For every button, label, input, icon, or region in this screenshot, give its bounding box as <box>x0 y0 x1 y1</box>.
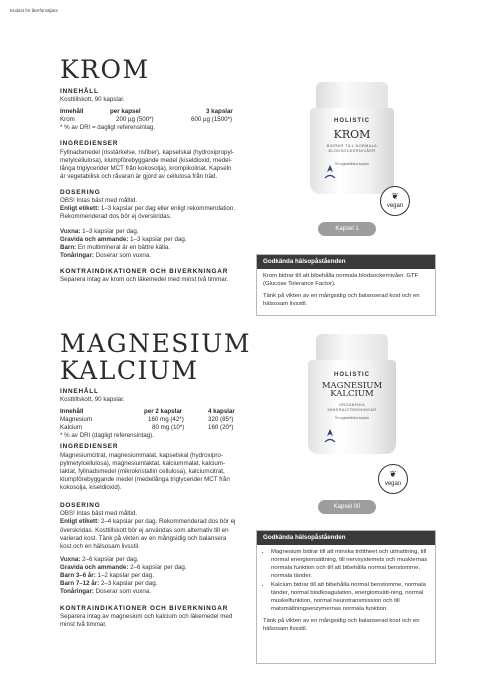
mag-dos-line: Barn 3–6 år: 1–2 kapslar per dag. <box>60 571 154 579</box>
krom-td-2: 200 µg (500*) <box>116 116 154 124</box>
mag-th-1: Innehåll <box>60 408 84 416</box>
mag-dos-line: OBS! Intas bäst med måltid. <box>60 510 138 518</box>
jar-sub: BIDRAR TILL NORMALA <box>326 144 378 149</box>
mag-td: 160 mg (42*) <box>148 416 184 424</box>
jar-brand: HOLISTIC <box>334 372 370 378</box>
krom-claim: Krom bidrar till att bibehålla normala blodsockernivåer. GTF (Glucose Tolerance Factor). <box>263 273 419 287</box>
jar-sub: BLODSOCKERNIVÅER <box>328 149 376 154</box>
jar-brand: HOLISTIC <box>334 118 370 124</box>
krom-box-header: Godkända hälsopåståenden <box>257 255 435 269</box>
krom-innehall-text: Kosttillskott, 90 kapslar. <box>60 96 125 104</box>
mag-th-2: per 2 kapslar <box>144 408 183 416</box>
jar-body <box>310 108 394 194</box>
mag-ingr-line: laktat, fyllnadsmedel (mikrokristallin cellulosa), kalciumcitrat, <box>60 467 225 475</box>
mag-ingr-heading: INGREDIENSER <box>60 443 119 451</box>
mag-kontra-line: Separera intag av magnesium och kalcium och läkemedel med <box>60 613 233 621</box>
krom-dos-line: Enligt etikett: 1–3 kapslar per dag eller enligt rekommendation. <box>60 205 236 213</box>
jar-small: 90 vegetabiliska kapslar <box>334 416 370 421</box>
jar-lid <box>316 82 388 108</box>
mag-table-row <box>60 416 292 424</box>
krom-title: KROM <box>60 55 150 84</box>
mag-dos-line: kost och en hälsosam livsstil. <box>60 542 140 550</box>
krom-claim: Tänk på vikten av en mångsidig och balanserad kost och en hälsosam livsstil. <box>263 292 420 307</box>
krom-dos-line: Tonåringar: Doserar som vuxna. <box>60 251 152 259</box>
krom-table-row <box>60 116 290 124</box>
krom-dos-line: OBS! Intas bäst med måltid. <box>60 197 138 205</box>
krom-health-claims-box <box>256 254 436 316</box>
krom-th-2: per kapsel <box>110 108 141 116</box>
krom-innehall-heading: INNEHÅLL <box>60 88 99 95</box>
mag-td: Kalcium <box>60 424 83 432</box>
mag-box-header: Godkända hälsopåståenden <box>257 531 435 545</box>
jar-name: KALCIUM <box>330 389 374 400</box>
krom-dos-line: Vuxna: 1–3 kapslar per dag. <box>60 227 139 235</box>
mag-ingr-line: klumpförebyggande medel (medellånga triglycerider MCT från <box>60 475 230 483</box>
mag-kontra-heading: KONTRAINDIKATIONER OCH BIVERKNINGAR <box>60 605 229 613</box>
mag-td: 80 mg (10*) <box>152 424 185 432</box>
jar-body <box>308 360 396 454</box>
mag-innehall-heading: INNEHÅLL <box>60 388 99 395</box>
mag-dos-line: överskridas. Kosttillskott bör ej användas som alternativ till en <box>60 526 229 534</box>
krom-td-1: Krom <box>60 116 75 124</box>
mag-table-header <box>60 408 292 416</box>
jar-name: MAGNESIUM <box>321 380 383 391</box>
mag-box-body <box>257 545 435 642</box>
krom-table-note: * % av DRI = dagligt referensintag. <box>60 124 156 132</box>
mag-table-note: * % av DRI (dagligt referensintag). <box>60 432 154 440</box>
vegan-badge-label: vegan <box>386 203 404 209</box>
mag-claim: • Kalcium bidrar till att bibehålla normal benstomme, normala tänder, normal blodkoagulation, energiomsätt-ning, normal muskelfunktion, normal neurotransmission och till matsmältningsenzymernas normala funktion. <box>271 582 429 614</box>
mag-health-claims-box <box>256 530 436 664</box>
holistic-mark-icon <box>324 164 336 180</box>
mag-dos-line: Tonåringar: Doserar som vuxna. <box>60 587 152 595</box>
mag-dos-line: varierad kost. Tänk på vikten av en mångsidig och balansera <box>60 534 227 542</box>
krom-product-jar <box>306 82 398 194</box>
mag-td: Magnesium <box>60 416 92 424</box>
krom-ingr-line: Fyllnadsmedel (risstärkelse, risfiber), kapselskal (hydroxipropyl- <box>60 148 234 156</box>
mag-dos-heading: DOSERING <box>60 502 101 510</box>
krom-capsule-pill: Kapsel 1 <box>318 222 376 236</box>
mag-capsule-pill: Kapsel 00 <box>318 500 376 514</box>
krom-ingr-line: är vegetabilisk och råvaran är gjord av cellulosa från träd. <box>60 172 218 180</box>
leaf-icon: ❦ <box>389 469 397 479</box>
mag-td: 160 (20*) <box>208 424 234 432</box>
krom-kontra-heading: KONTRAINDIKATIONER OCH BIVERKNINGAR <box>60 267 229 275</box>
mag-ingr-line: Magnesiumcitrat, magnesiummalat, kapselskal (hydroxipro- <box>60 451 223 459</box>
mag-th-3: 4 kapslar <box>208 408 235 416</box>
krom-th-3: 3 kapslar <box>206 108 233 116</box>
mag-ingr-line: pylmetylcellulosa), magnesiumlaktat, kalciummalat, kalcium- <box>60 459 226 467</box>
mag-claims-list <box>271 549 429 614</box>
mag-product-jar <box>304 334 400 454</box>
mag-innehall-text: Kosttillskott, 90 kapslar. <box>60 396 125 404</box>
vegan-badge <box>380 186 410 216</box>
krom-ingr-line: metylcellulosa), klumpförebyggande medel (kiseldioxid, medel- <box>60 156 232 164</box>
jar-lid <box>316 334 388 360</box>
jar-sub: MINERALFÖRENINGAR <box>327 407 377 412</box>
jar-small: 90 vegetabiliska kapslar <box>334 161 370 166</box>
mag-table-row <box>60 424 292 432</box>
krom-dos-line: Gravida och ammande: 1–3 kapslar per dag. <box>60 235 187 243</box>
krom-dos-line: Rekommenderad dos bör ej överskridas. <box>60 213 172 221</box>
mag-dos-line: Vuxna: 2–6 kapslar per dag. <box>60 555 139 563</box>
mag-ingr-line: kokosolja, kiseldioxid). <box>60 484 122 492</box>
jar-name: KROM <box>333 127 371 141</box>
mag-td: 320 (85*) <box>208 416 234 424</box>
jar-sub: ORGANISKA <box>338 402 366 407</box>
mag-claim: • Magnesium bidrar till att minska tröttheet och utmattning, till normal energiomsättning, till nervsystemets och musklernas normala funktion och till att bibehålla normal benstomme, normala tänder. <box>271 549 429 581</box>
krom-td-3: 600 µg (1500*) <box>191 116 233 124</box>
holistic-mark-icon <box>324 428 336 444</box>
vegan-badge-label: vegan <box>384 481 402 487</box>
krom-th-1: Innehåll <box>60 108 84 116</box>
krom-kontra-text: Separera intag av krom och läkemedel med minst två timmar. <box>60 276 229 284</box>
krom-dos-line: Barn: En multimineral är en bättre källa. <box>60 243 171 251</box>
mag-title <box>60 330 251 384</box>
krom-box-body <box>257 269 435 317</box>
leaf-icon: ❦ <box>391 191 399 201</box>
top-note: Endast för återförsäljare <box>10 8 59 13</box>
vegan-badge <box>378 464 408 494</box>
mag-dos-line: Enligt etikett: 2–4 kapslar per dag. Rekommenderad dos bör ej <box>60 518 236 526</box>
krom-table-header <box>60 108 290 116</box>
mag-dos-line: Gravida och ammande: 2–6 kapslar per dag. <box>60 563 187 571</box>
krom-ingr-heading: INGREDIENSER <box>60 140 119 148</box>
mag-title-line2: KALCIUM <box>60 356 199 385</box>
mag-kontra-line: minst två timmar. <box>60 621 107 629</box>
krom-ingr-line: långa triglycerider MCT från kokosolja), krompikolinat. Kapseln <box>60 164 232 172</box>
krom-dos-heading: DOSERING <box>60 189 101 197</box>
mag-claim: Tänk på vikten av en mångsidig och balanserad kost och en hälsosam livsstil. <box>263 617 420 632</box>
mag-dos-line: Barn 7–12 år: 2–3 kapslar per dag. <box>60 579 158 587</box>
mag-title-line1: MAGNESIUM <box>60 329 251 358</box>
